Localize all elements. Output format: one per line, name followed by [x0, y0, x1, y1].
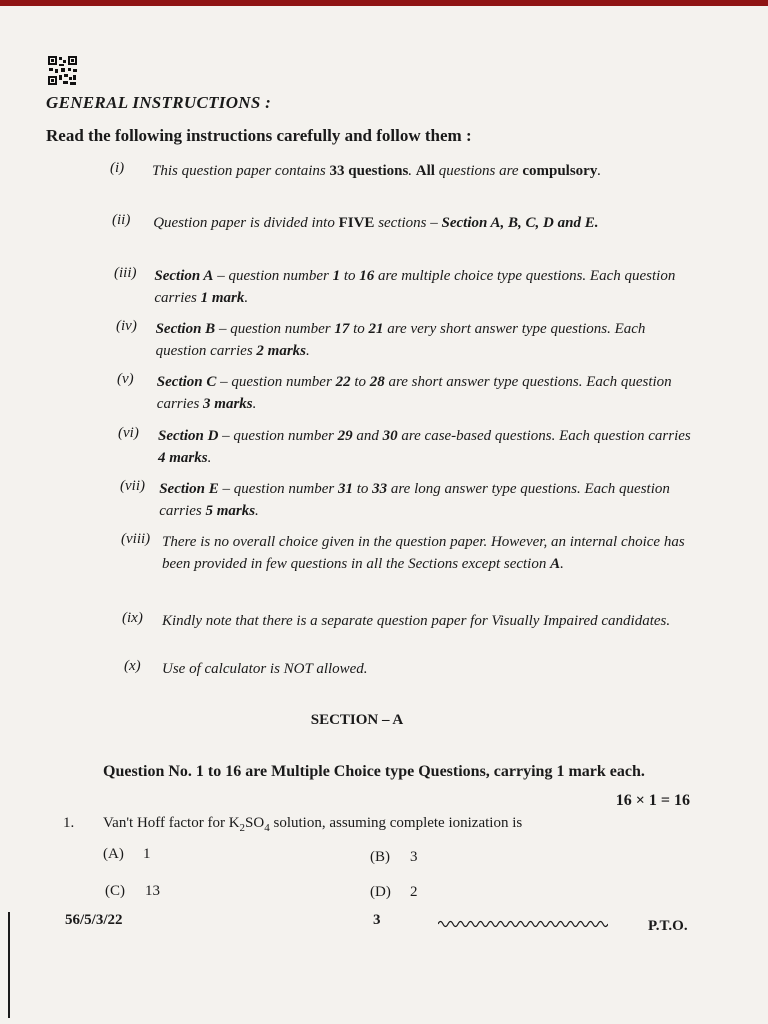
instruction-number: (iv)	[116, 318, 137, 334]
instruction-text: Section B – question number 17 to 21 are very short answer type questions. Each question carries 2 marks.	[155, 321, 646, 359]
general-instructions-title: GENERAL INSTRUCTIONS :	[46, 93, 272, 112]
qr-code-icon	[47, 55, 78, 86]
top-edge-band	[0, 0, 768, 6]
option-a: (A) 1	[103, 846, 151, 862]
instruction-text: Section A – question number 1 to 16 are multiple choice type questions. Each question carries 1 mark.	[154, 268, 676, 306]
pto-label: P.T.O.	[648, 918, 688, 934]
page-number: 3	[373, 912, 381, 928]
question-1-text: Van't Hoff factor for $K_2SO_4$ solution, assuming complete ionization is	[103, 815, 523, 834]
instruction-number: (x)	[124, 658, 141, 674]
instruction-number: (i)	[110, 160, 125, 176]
section-marks: 16 × 1 = 16	[615, 792, 690, 809]
instruction-number: (ii)	[112, 212, 131, 228]
option-c: (C) 13	[105, 883, 160, 899]
option-b: (B) 3	[370, 849, 418, 865]
read-instructions-line: Read the following instructions carefully and follow them :	[46, 126, 472, 145]
instruction-number: (ix)	[122, 610, 143, 626]
instruction-number: (v)	[117, 371, 134, 387]
instruction-text: Section D – question number 29 and 30 are case-based questions. Each question carries 4 marks.	[158, 428, 691, 466]
paper-code: 56/5/3/22	[65, 912, 123, 928]
option-d: (D) 2	[370, 884, 418, 900]
instruction-text: There is no overall choice given in the question paper. However, an internal choice has been provided in few questions in all the Sections except section A.	[162, 534, 685, 572]
instruction-text: Section E – question number 31 to 33 are long answer type questions. Each question carries 5 marks.	[159, 481, 670, 519]
instruction-text: Section C – question number 22 to 28 are short answer type questions. Each question carries 3 marks.	[156, 374, 672, 412]
margin-mark	[8, 912, 10, 1018]
instruction-text: Kindly note that there is a separate question paper for Visually Impaired candidates.	[162, 613, 671, 629]
instruction-text: Question paper is divided into FIVE sections – Section A, B, C, D and E.	[153, 215, 599, 231]
section-a-title: SECTION – A	[310, 712, 404, 728]
instruction-text: Use of calculator is NOT allowed.	[162, 661, 368, 677]
instruction-number: (vi)	[118, 425, 139, 441]
question-1-number: 1.	[63, 815, 75, 831]
mcq-heading: Question No. 1 to 16 are Multiple Choice type Questions, carrying 1 mark each.	[103, 763, 645, 780]
wavy-line-icon	[438, 918, 608, 930]
instruction-number: (iii)	[114, 265, 137, 281]
instruction-number: (viii)	[121, 531, 151, 547]
instruction-text: This question paper contains 33 questions. All questions are compulsory.	[152, 163, 602, 179]
instruction-number: (vii)	[120, 478, 145, 494]
